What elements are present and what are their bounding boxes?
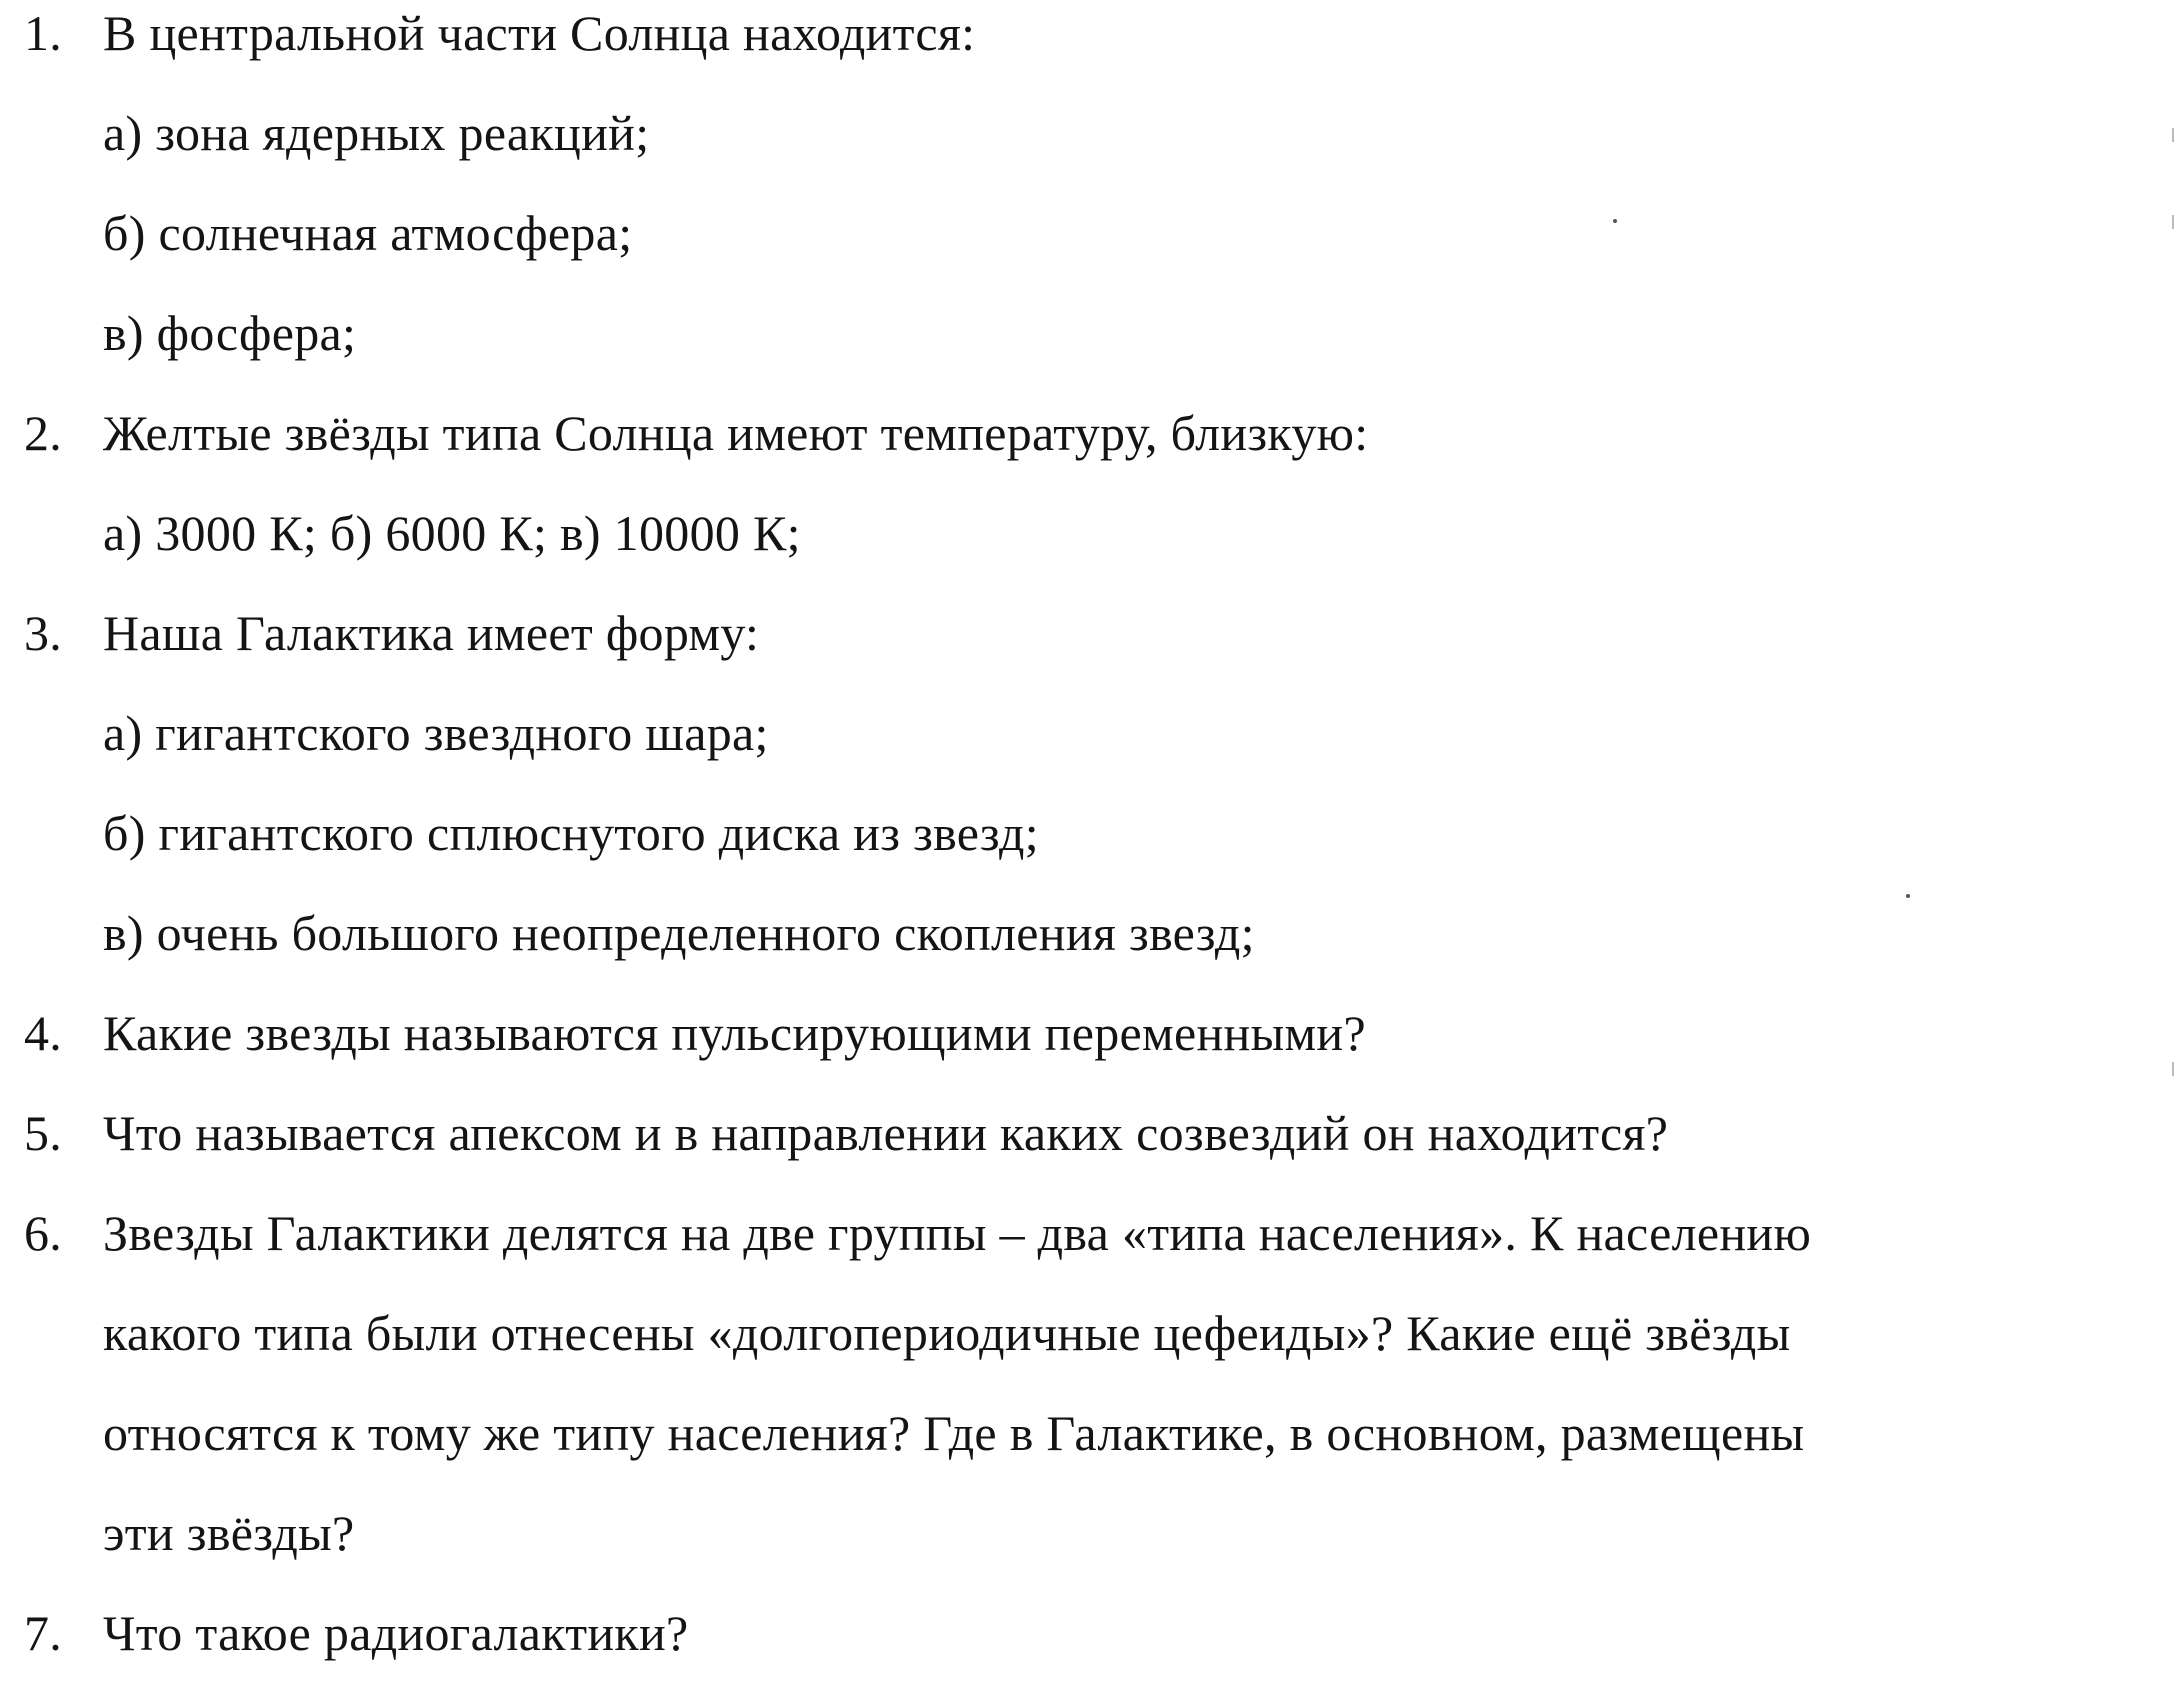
question-number: 4. — [24, 1005, 63, 1061]
question-text: Что такое радиогалактики? — [103, 1605, 689, 1661]
option-text: б) солнечная атмосфера; — [103, 205, 633, 261]
option-text: в) очень большого неопределенного скопления звезд; — [103, 905, 1255, 961]
question-text: эти звёзды? — [103, 1505, 355, 1561]
question-number: 2. — [24, 405, 63, 461]
question-number: 7. — [24, 1605, 63, 1661]
question-text: относятся к тому же типу населения? Где в Галактике, в основном, размещены — [103, 1405, 1805, 1461]
question-text: Какие звезды называются пульсирующими переменными? — [103, 1005, 1366, 1061]
question-number: 1. — [24, 5, 63, 61]
question-number: 5. — [24, 1105, 63, 1161]
question-text: какого типа были отнесены «долгопериодичные цефеиды»? Какие ещё звёзды — [103, 1305, 1791, 1361]
question-text: Что называется апексом и в направлении каких созвездий он находится? — [103, 1105, 1669, 1161]
question-text: Звезды Галактики делятся на две группы – два «типа населения». К населению — [103, 1205, 1812, 1261]
option-text: в) фосфера; — [103, 305, 357, 361]
scan-edge-mark — [2172, 215, 2174, 229]
scan-edge-mark — [2172, 128, 2174, 142]
option-text: а) гигантского звездного шара; — [103, 705, 769, 761]
scan-speck — [1906, 894, 1910, 898]
option-text: б) гигантского сплюснутого диска из звезд; — [103, 805, 1039, 861]
question-text: Наша Галактика имеет форму: — [103, 605, 760, 661]
question-text: В центральной части Солнца находится: — [103, 5, 976, 61]
question-text: Желтые звёзды типа Солнца имеют температуру, близкую: — [103, 405, 1369, 461]
question-number: 6. — [24, 1205, 63, 1261]
question-number: 3. — [24, 605, 63, 661]
option-text: а) зона ядерных реакций; — [103, 105, 650, 161]
option-text: а) 3000 К; б) 6000 К; в) 10000 К; — [103, 505, 801, 561]
scan-edge-mark — [2172, 1062, 2174, 1076]
scan-speck — [1613, 219, 1617, 223]
